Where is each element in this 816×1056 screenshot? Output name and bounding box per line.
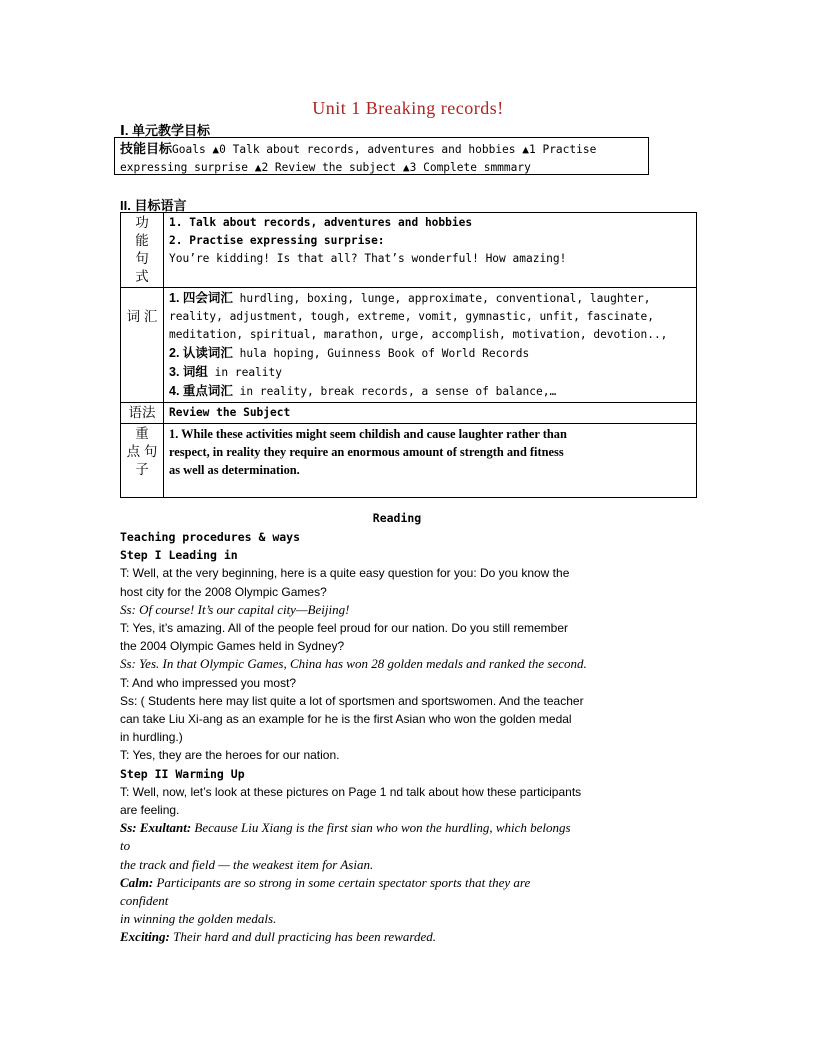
procedures-heading: Teaching procedures & ways bbox=[120, 530, 301, 544]
table-row-functions bbox=[121, 213, 697, 288]
table-row-grammar bbox=[121, 403, 697, 424]
reading-heading: Reading bbox=[372, 511, 422, 525]
row-header-grammar: 语法 bbox=[121, 403, 164, 424]
goals-line-2: expressing surprise ▲2 Review the subject ▲3 Complete smmmary bbox=[120, 161, 531, 174]
target-language-table bbox=[120, 212, 697, 498]
step-2-heading: Step II Warming Up bbox=[120, 766, 245, 781]
table-row-key-sentences bbox=[121, 424, 697, 498]
goals-prefix: 技能目标 bbox=[120, 141, 173, 156]
page-title: Unit 1 Breaking records! bbox=[312, 98, 504, 118]
row-header-functions: 功 能 句 式 bbox=[121, 213, 164, 288]
cell-vocabulary: 1. 四会词汇 hurdling, boxing, lunge, approximate, conventional, laughter, reality, adjustment, tough, extreme, vomit, gymnastic, unfit, fascinate, meditation, spiritual, marathon, urge, accomplish, motivation, devotion.., 2. 认读词汇 hula hoping, Guinness Book of World Records 3. 词组 in reality 4. 重点词汇 in reality, break records, a sense of balance,… bbox=[164, 288, 697, 403]
step-1-heading: Step I Leading in bbox=[120, 548, 238, 563]
section-heading-unit-goals: Ⅰ. 单元教学目标 bbox=[120, 123, 211, 138]
goals-box bbox=[114, 137, 649, 175]
cell-key-sentences: 1. While these activities might seem childish and cause laughter rather than respect, in reality they require an enormous amount of strength and fitness as well as determination. bbox=[164, 424, 697, 498]
reading-body: Teaching procedures & ways Step I Leading in T: Well, at the very beginning, here is a quite easy question for you: Do you know the host city for the 2008 Olympic Games? Ss: Of course! It’s our capital city—Beijing! T: Yes, it’s amazing. All of the people feel proud for our nation. Do you still remember the 2004 Olympic Games held in Sydney? Ss: Yes. In that Olympic Games, China has won 28 golden medals and ranked the second. T: And who impressed you most? Ss: ( Students here may list quite a lot of sportsmen and sportswomen. And the teacher can take Liu Xi-ang as an example for he is the first Asian who won the golden medal in hurdling.) T: Yes, they are the heroes for our nation. Step II Warming Up T: Well, now, let’s look at these pictures on Page 1 nd talk about how these participants are feeling. Ss: Exultant: Because Liu Xiang is the first sian who won the hurdling, which belongs to the track and field — the weakest item for Asian. Calm: Participants are so strong in some certain spectator sports that they are confident in winning the golden medals. Exciting: Their hard and dull practicing has been rewarded. bbox=[120, 528, 700, 947]
cell-functions: 1. Talk about records, adventures and hobbies 2. Practise expressing surprise: You’re kidding! Is that all? That’s wonderful! How amazing! bbox=[164, 213, 697, 288]
row-header-key-sentences: 重 点 句 子 bbox=[121, 424, 164, 498]
goals-line-1: 技能目标Goals ▲0 Talk about records, adventures and hobbies ▲1 Practise bbox=[120, 141, 597, 156]
section-heading-target-language: II. 目标语言 bbox=[120, 198, 187, 213]
table-row-vocabulary bbox=[121, 288, 697, 403]
cell-grammar: Review the Subject bbox=[164, 403, 697, 424]
row-header-vocabulary: 词 汇 bbox=[121, 288, 164, 403]
